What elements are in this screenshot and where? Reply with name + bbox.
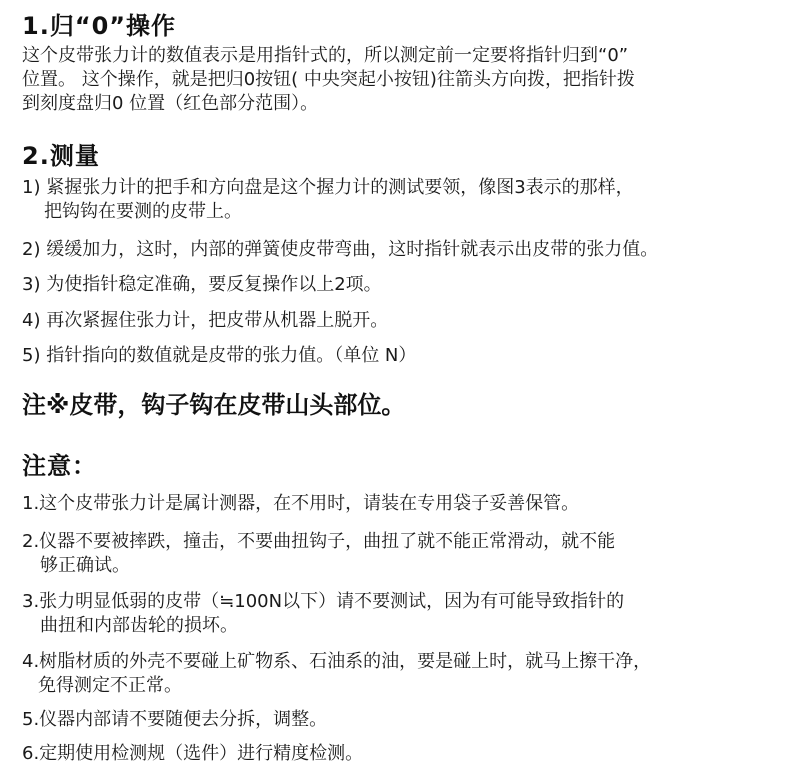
section-1-body xyxy=(22,44,772,116)
list-item-continuation: 曲扭和内部齿轮的损坏。 xyxy=(40,615,238,636)
list-item-continuation: 够正确试。 xyxy=(40,555,130,576)
section-2-title: 2.测量 xyxy=(22,142,100,170)
list-item xyxy=(22,176,782,224)
list-item-line: 3.张力明显低弱的皮带（≒100N以下）请不要测试，因为有可能导致指针的 xyxy=(22,591,625,612)
section-1-line: 位置。 这个操作，就是把归0按钮( 中央突起小按钮)往箭头方向拨，把指针拨 xyxy=(22,69,635,90)
list-item-line: 1) 紧握张力计的把手和方向盘是这个握力计的测试要领，像图3表示的那样， xyxy=(22,177,634,198)
list-item: 2) 缓缓加力，这时，内部的弹簧使皮带弯曲，这时指针就表示出皮带的张力值。 xyxy=(22,239,659,260)
list-item-continuation: 把钩钩在要测的皮带上。 xyxy=(44,201,242,222)
list-item: 4) 再次紧握住张力计，把皮带从机器上脱开。 xyxy=(22,310,389,331)
list-item: 3) 为使指针稳定准确，要反复操作以上2项。 xyxy=(22,274,382,295)
list-item xyxy=(22,530,782,578)
section-3-title: 注意： xyxy=(22,452,97,480)
section-1-line: 这个皮带张力计的数值表示是用指针式的，所以测定前一定要将指针归到“0” xyxy=(22,45,629,66)
list-item xyxy=(22,650,782,698)
list-item: 5.仪器内部请不要随便去分拆，调整。 xyxy=(22,709,328,730)
section-1-title: 1.归“0”操作 xyxy=(22,12,177,40)
list-item: 6.定期使用检测规（选件）进行精度检测。 xyxy=(22,743,364,764)
section-1-line: 到刻度盘归0 位置（红色部分范围）。 xyxy=(22,93,319,114)
list-item: 5) 指针指向的数值就是皮带的张力值。（单位 N） xyxy=(22,345,417,366)
list-item xyxy=(22,590,782,638)
list-item-continuation: 免得测定不正常。 xyxy=(38,675,182,696)
list-item-line: 2.仪器不要被摔跌，撞击，不要曲扭钩子，曲扭了就不能正常滑动，就不能 xyxy=(22,531,616,552)
belt-hook-note: 注※皮带，钩子钩在皮带山头部位。 xyxy=(22,391,406,419)
list-item: 1.这个皮带张力计是属计测器，在不用时，请装在专用袋子妥善保管。 xyxy=(22,493,580,514)
list-item-line: 4.树脂材质的外壳不要碰上矿物系、石油系的油，要是碰上时，就马上擦干净， xyxy=(22,651,652,672)
